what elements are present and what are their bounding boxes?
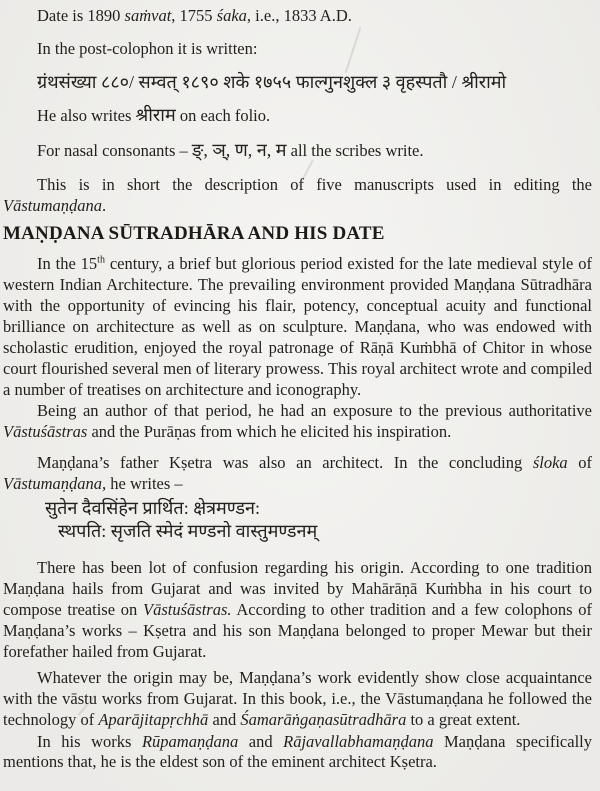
text-run: For nasal consonants –	[37, 141, 192, 160]
text-run: to a great extent.	[406, 710, 521, 729]
para-father-ksetra	[3, 452, 592, 494]
text-run: Maṇḍana specifically mentions that, he is the eldest son of the eminent architect Kṣetra.	[3, 732, 592, 771]
text-run: There has been lot of confusion regarding his origin. According to one tradition Maṇḍana hails from Gujarat and was invited by Mahārāṇā Kuṁbha in his court to compose treatise on	[3, 558, 592, 619]
devanagari-text-run: सुतेन दैवसिंहेन प्रार्थित: क्षेत्रमण्डन:	[45, 498, 260, 518]
text-run: In the post-colophon it is written:	[37, 39, 258, 58]
text-run: He also writes	[37, 106, 136, 125]
para-origin-confusion	[3, 557, 592, 662]
italic-text-run: Aparājitapṛchhā	[98, 710, 209, 729]
text-run: and	[208, 710, 241, 729]
para-nasal-consonants	[3, 139, 592, 162]
verse-line-1	[3, 497, 592, 520]
italic-text-run: Vāstumaṇḍana	[3, 196, 102, 215]
text-run: Date is 1890	[37, 6, 125, 25]
text-run: In his works	[37, 732, 142, 751]
text-run: This is in short the description of five manuscripts used in editing the	[37, 175, 592, 194]
text-run: th	[97, 254, 105, 266]
text-run: and	[238, 732, 284, 751]
italic-text-run: śloka	[532, 453, 568, 472]
text-run: all the scribes write.	[286, 141, 424, 160]
text-run: he writes –	[106, 474, 183, 493]
italic-text-run: Vāstuśāstras.	[143, 600, 232, 619]
italic-text-run: śaka	[216, 6, 247, 25]
italic-text-run: saṁvat	[124, 6, 172, 25]
para-manuscripts-summary	[3, 174, 592, 216]
text-run: and the Purāṇas from which he elicited his inspiration.	[87, 422, 452, 441]
text-run: on each folio.	[175, 106, 271, 125]
para-folio-note	[3, 104, 592, 127]
italic-text-run: Vāstuśāstras	[3, 422, 88, 441]
para-15th-century	[3, 253, 592, 400]
devanagari-text-run: ग्रंथसंख्या ८८०/ सम्वत् १८९० शके १७५५ फाल्गुनशुक्ल ३ वृहस्पतौ / श्रीरामो	[37, 72, 507, 92]
italic-text-run: Vāstumaṇḍana,	[3, 474, 107, 493]
text-run: Being an author of that period, he had an exposure to the previous authoritative	[37, 401, 592, 420]
italic-text-run: Rūpamaṇḍana	[141, 732, 239, 751]
devanagari-text-run: ङ्, ञ्, ण, न, म	[191, 140, 287, 160]
text-run: In the 15	[37, 254, 98, 273]
text-run: century, a brief but glorious period existed for the late medieval style of western Indian Architecture. The prevailing environment provided Maṇḍana Sūtradhāra with the opportunity of evincing his flair, potency, conceptual acuity and functional brilliance on architecture as well as on sculpture. Maṇḍana, who was endowed with scholastic erudition, enjoyed the royal patronage of Rāṇā Kuṁbhā of Chitor in whose court flourished several men of literary prowess. This royal architect wrote and compiled a number of treatises on architecture and iconography.	[3, 254, 593, 399]
text-run: Maṇḍana’s father Kṣetra was also an architect. In the concluding	[37, 453, 533, 472]
para-date	[3, 5, 592, 26]
text-run: Whatever the origin may be, Maṇḍana’s work evidently show close acquaintance with the vāstu works from Gujarat. In this book, i.e., the Vāstumaṇḍana he followed the technology of	[3, 668, 592, 729]
para-eldest-son	[3, 732, 592, 772]
devanagari-text-run: स्थपति: सृजति स्मेदं मण्डनो वास्तुमण्डनम्	[58, 521, 318, 541]
section-heading	[3, 222, 592, 245]
text-run: .	[102, 196, 107, 215]
document-content	[3, 5, 592, 772]
text-run: According to other tradition and a few colophons of Maṇḍana’s works – Kṣetra and his son Maṇḍana belonged to proper Mewar but their forefather hailed from Gujarat.	[3, 600, 592, 661]
para-gujarat-acquaintance	[3, 667, 592, 730]
text-run: of	[567, 453, 592, 472]
italic-text-run: Śamarāṅgaṇasūtradhāra	[240, 710, 407, 729]
verse-line-2	[3, 520, 592, 543]
colophon-devanagari	[3, 67, 592, 97]
text-run: MAṆḌANA SŪTRADHĀRA AND HIS DATE	[3, 223, 385, 244]
para-post-colophon	[3, 38, 592, 59]
italic-text-run: Rājavallabhamaṇḍana	[283, 732, 434, 751]
text-run: , i.e., 1833 A.D.	[246, 6, 352, 25]
text-run: , 1755	[171, 6, 217, 25]
para-author-period	[3, 400, 592, 442]
devanagari-text-run: श्रीराम	[135, 105, 176, 125]
